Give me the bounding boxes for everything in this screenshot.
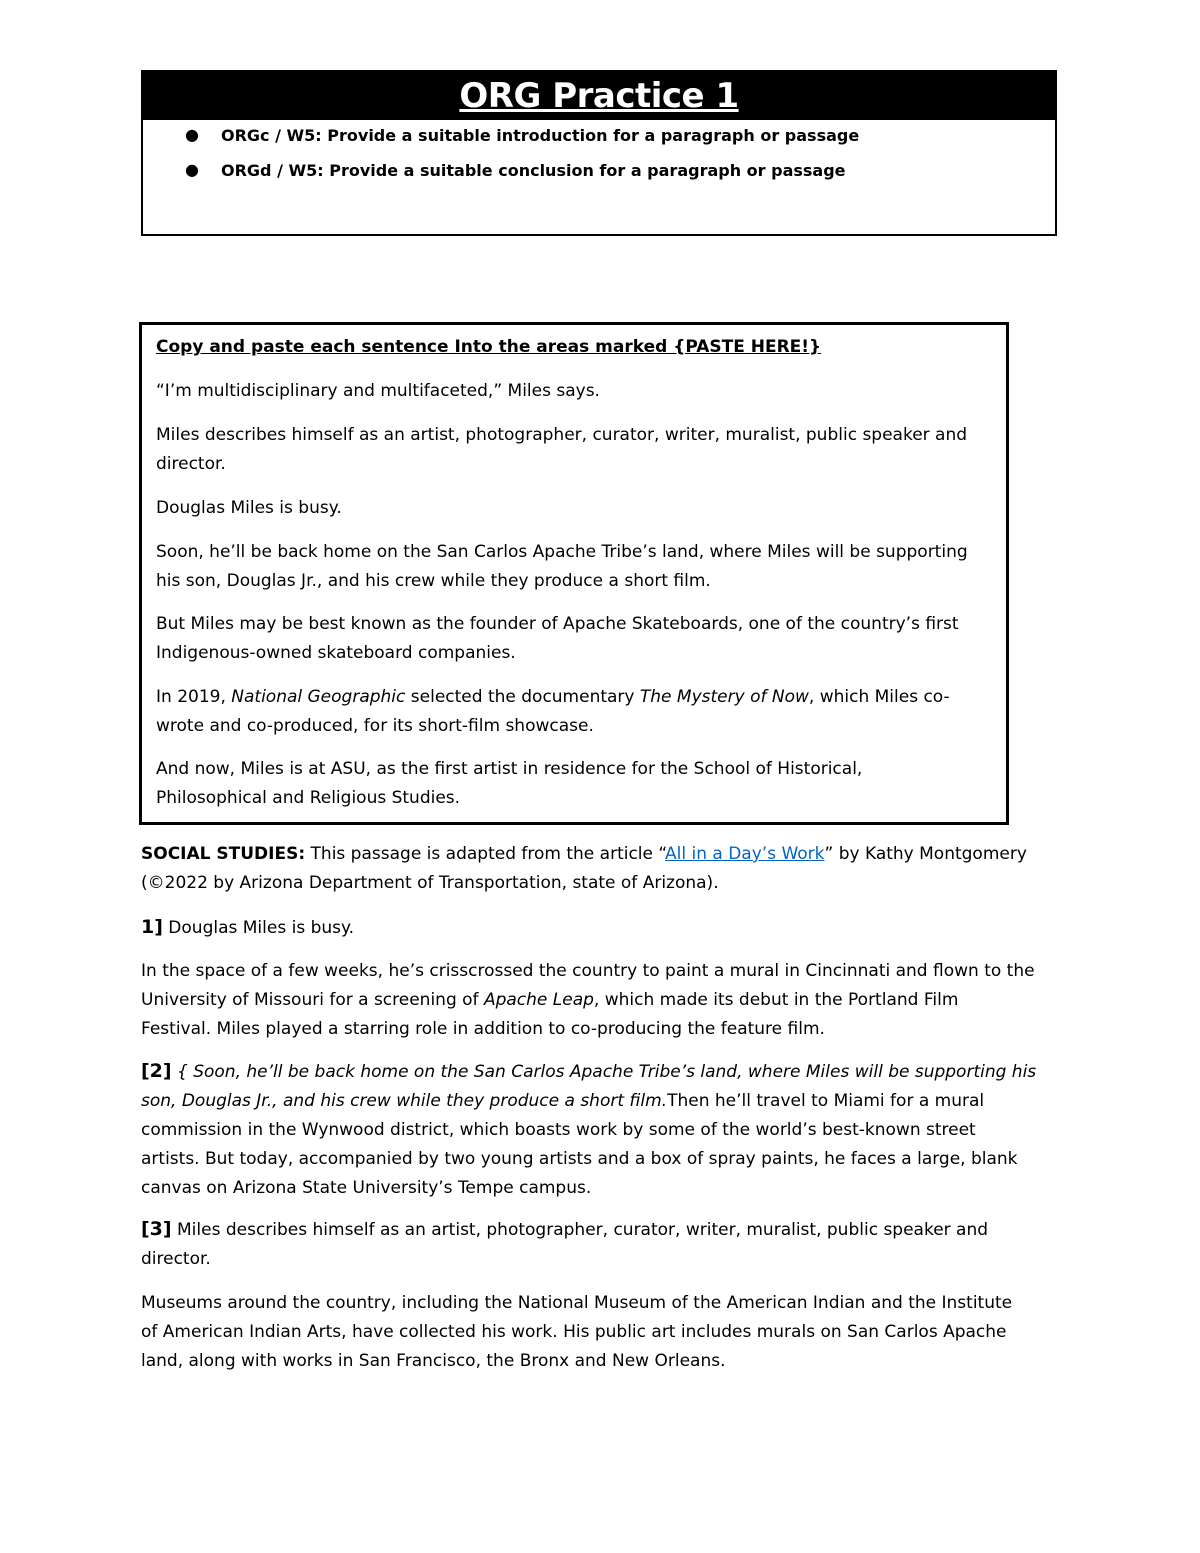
- sentence-2-line-2: director.: [156, 454, 226, 474]
- paragraph-text: In the space of a few weeks, he’s crisscrossed the country to paint a mural in Cincinnati and flown to the: [141, 961, 1035, 981]
- intro-text: This passage is adapted from the article “: [305, 844, 666, 864]
- intro-text: ” by Kathy Montgomery: [824, 844, 1027, 864]
- paragraph-text: , which made its debut in the Portland Film: [593, 990, 959, 1010]
- sentence-5[interactable]: [156, 610, 996, 668]
- sentence-2-line-1: Miles describes himself as an artist, photographer, curator, writer, muralist, public speaker and: [156, 425, 968, 445]
- paragraph-text: Douglas Miles is busy.: [162, 918, 355, 938]
- objective-text: ORGc / W5: Provide a suitable introduction for a paragraph or passage: [221, 126, 860, 145]
- subject-label: SOCIAL STUDIES:: [141, 844, 306, 864]
- paragraph-text: artists. But today, accompanied by two young artists and a box of spray paints, he faces a large, blank: [141, 1149, 1018, 1169]
- sentence-4[interactable]: [156, 538, 996, 596]
- paragraph-text: University of Missouri for a screening of: [141, 990, 484, 1010]
- sentence-5-line-1: But Miles may be best known as the founder of Apache Skateboards, one of the country’s first: [156, 614, 959, 634]
- publication-title: National Geographic: [231, 687, 406, 707]
- sentence-box: [139, 322, 1009, 825]
- header-box: [141, 70, 1057, 236]
- bullet-icon: ●: [185, 125, 199, 144]
- pasted-sentence: son, Douglas Jr., and his crew while they produce a short film.: [141, 1091, 668, 1111]
- sentence-7-line-1: And now, Miles is at ASU, as the first artist in residence for the School of Historical,: [156, 759, 863, 779]
- bullet-icon: ●: [185, 160, 199, 179]
- paragraph-2: [141, 1057, 1061, 1203]
- paragraph-number: [3]: [141, 1218, 172, 1240]
- paragraph-text: Museums around the country, including the National Museum of the American Indian and the Institute: [141, 1293, 1013, 1313]
- paragraph-text: of American Indian Arts, have collected his work. His public art includes murals on San Carlos Apache: [141, 1322, 1007, 1342]
- sentence-1[interactable]: “I’m multidisciplinary and multifaceted,” Miles says.: [156, 381, 600, 401]
- objective-item: [185, 125, 860, 145]
- paragraph-number: 1]: [141, 916, 163, 938]
- paragraph-4: [141, 1289, 1061, 1376]
- sentence-6-text: , which Miles co-: [808, 687, 950, 707]
- paragraph-text: canvas on Arizona State University’s Tempe campus.: [141, 1178, 592, 1198]
- objective-text: ORGd / W5: Provide a suitable conclusion for a paragraph or passage: [221, 161, 846, 180]
- sentence-4-line-1: Soon, he’ll be back home on the San Carlos Apache Tribe’s land, where Miles will be supporting: [156, 542, 968, 562]
- sentence-5-line-2: Indigenous-owned skateboard companies.: [156, 643, 516, 663]
- intro-text-line-2: (©2022 by Arizona Department of Transportation, state of Arizona).: [141, 873, 719, 893]
- paragraph-text: Miles describes himself as an artist, photographer, curator, writer, muralist, public speaker and: [171, 1220, 989, 1240]
- paragraph-text: Festival. Miles played a starring role in addition to co-producing the feature film.: [141, 1019, 825, 1039]
- objective-item: [185, 160, 846, 180]
- paragraph-text: director.: [141, 1249, 211, 1269]
- sentence-7[interactable]: [156, 755, 996, 813]
- article-link[interactable]: All in a Day’s Work: [665, 844, 825, 864]
- sentence-2[interactable]: [156, 421, 996, 479]
- sentence-3[interactable]: Douglas Miles is busy.: [156, 498, 342, 518]
- title-bar: [143, 72, 1055, 120]
- paragraph-1b: [141, 957, 1061, 1044]
- sentence-6-text: selected the documentary: [405, 687, 640, 707]
- documentary-title: The Mystery of Now: [639, 687, 809, 707]
- paragraph-1: [141, 913, 1061, 943]
- paragraph-3: [141, 1215, 1061, 1274]
- sentence-4-line-2: his son, Douglas Jr., and his crew while they produce a short film.: [156, 571, 711, 591]
- film-title: Apache Leap: [483, 990, 594, 1010]
- paragraph-text: land, along with works in San Francisco, the Bronx and New Orleans.: [141, 1351, 726, 1371]
- paragraph-text: Then he’ll travel to Miami for a mural: [667, 1091, 985, 1111]
- page-title: ORG Practice 1: [459, 76, 739, 116]
- passage-intro: [141, 840, 1061, 898]
- sentence-6-line-2: wrote and co-produced, for its short-film showcase.: [156, 716, 594, 736]
- sentence-7-line-2: Philosophical and Religious Studies.: [156, 788, 461, 808]
- paragraph-number: [2]: [141, 1060, 172, 1082]
- sentence-box-heading: Copy and paste each sentence Into the areas marked {PASTE HERE!}: [156, 337, 822, 357]
- sentence-6[interactable]: [156, 683, 996, 741]
- paragraph-text: commission in the Wynwood district, which boasts work by some of the world’s best-known street: [141, 1120, 976, 1140]
- pasted-sentence: { Soon, he’ll be back home on the San Carlos Apache Tribe’s land, where Miles will be supporting his: [171, 1062, 1037, 1082]
- sentence-6-text: In 2019,: [156, 687, 232, 707]
